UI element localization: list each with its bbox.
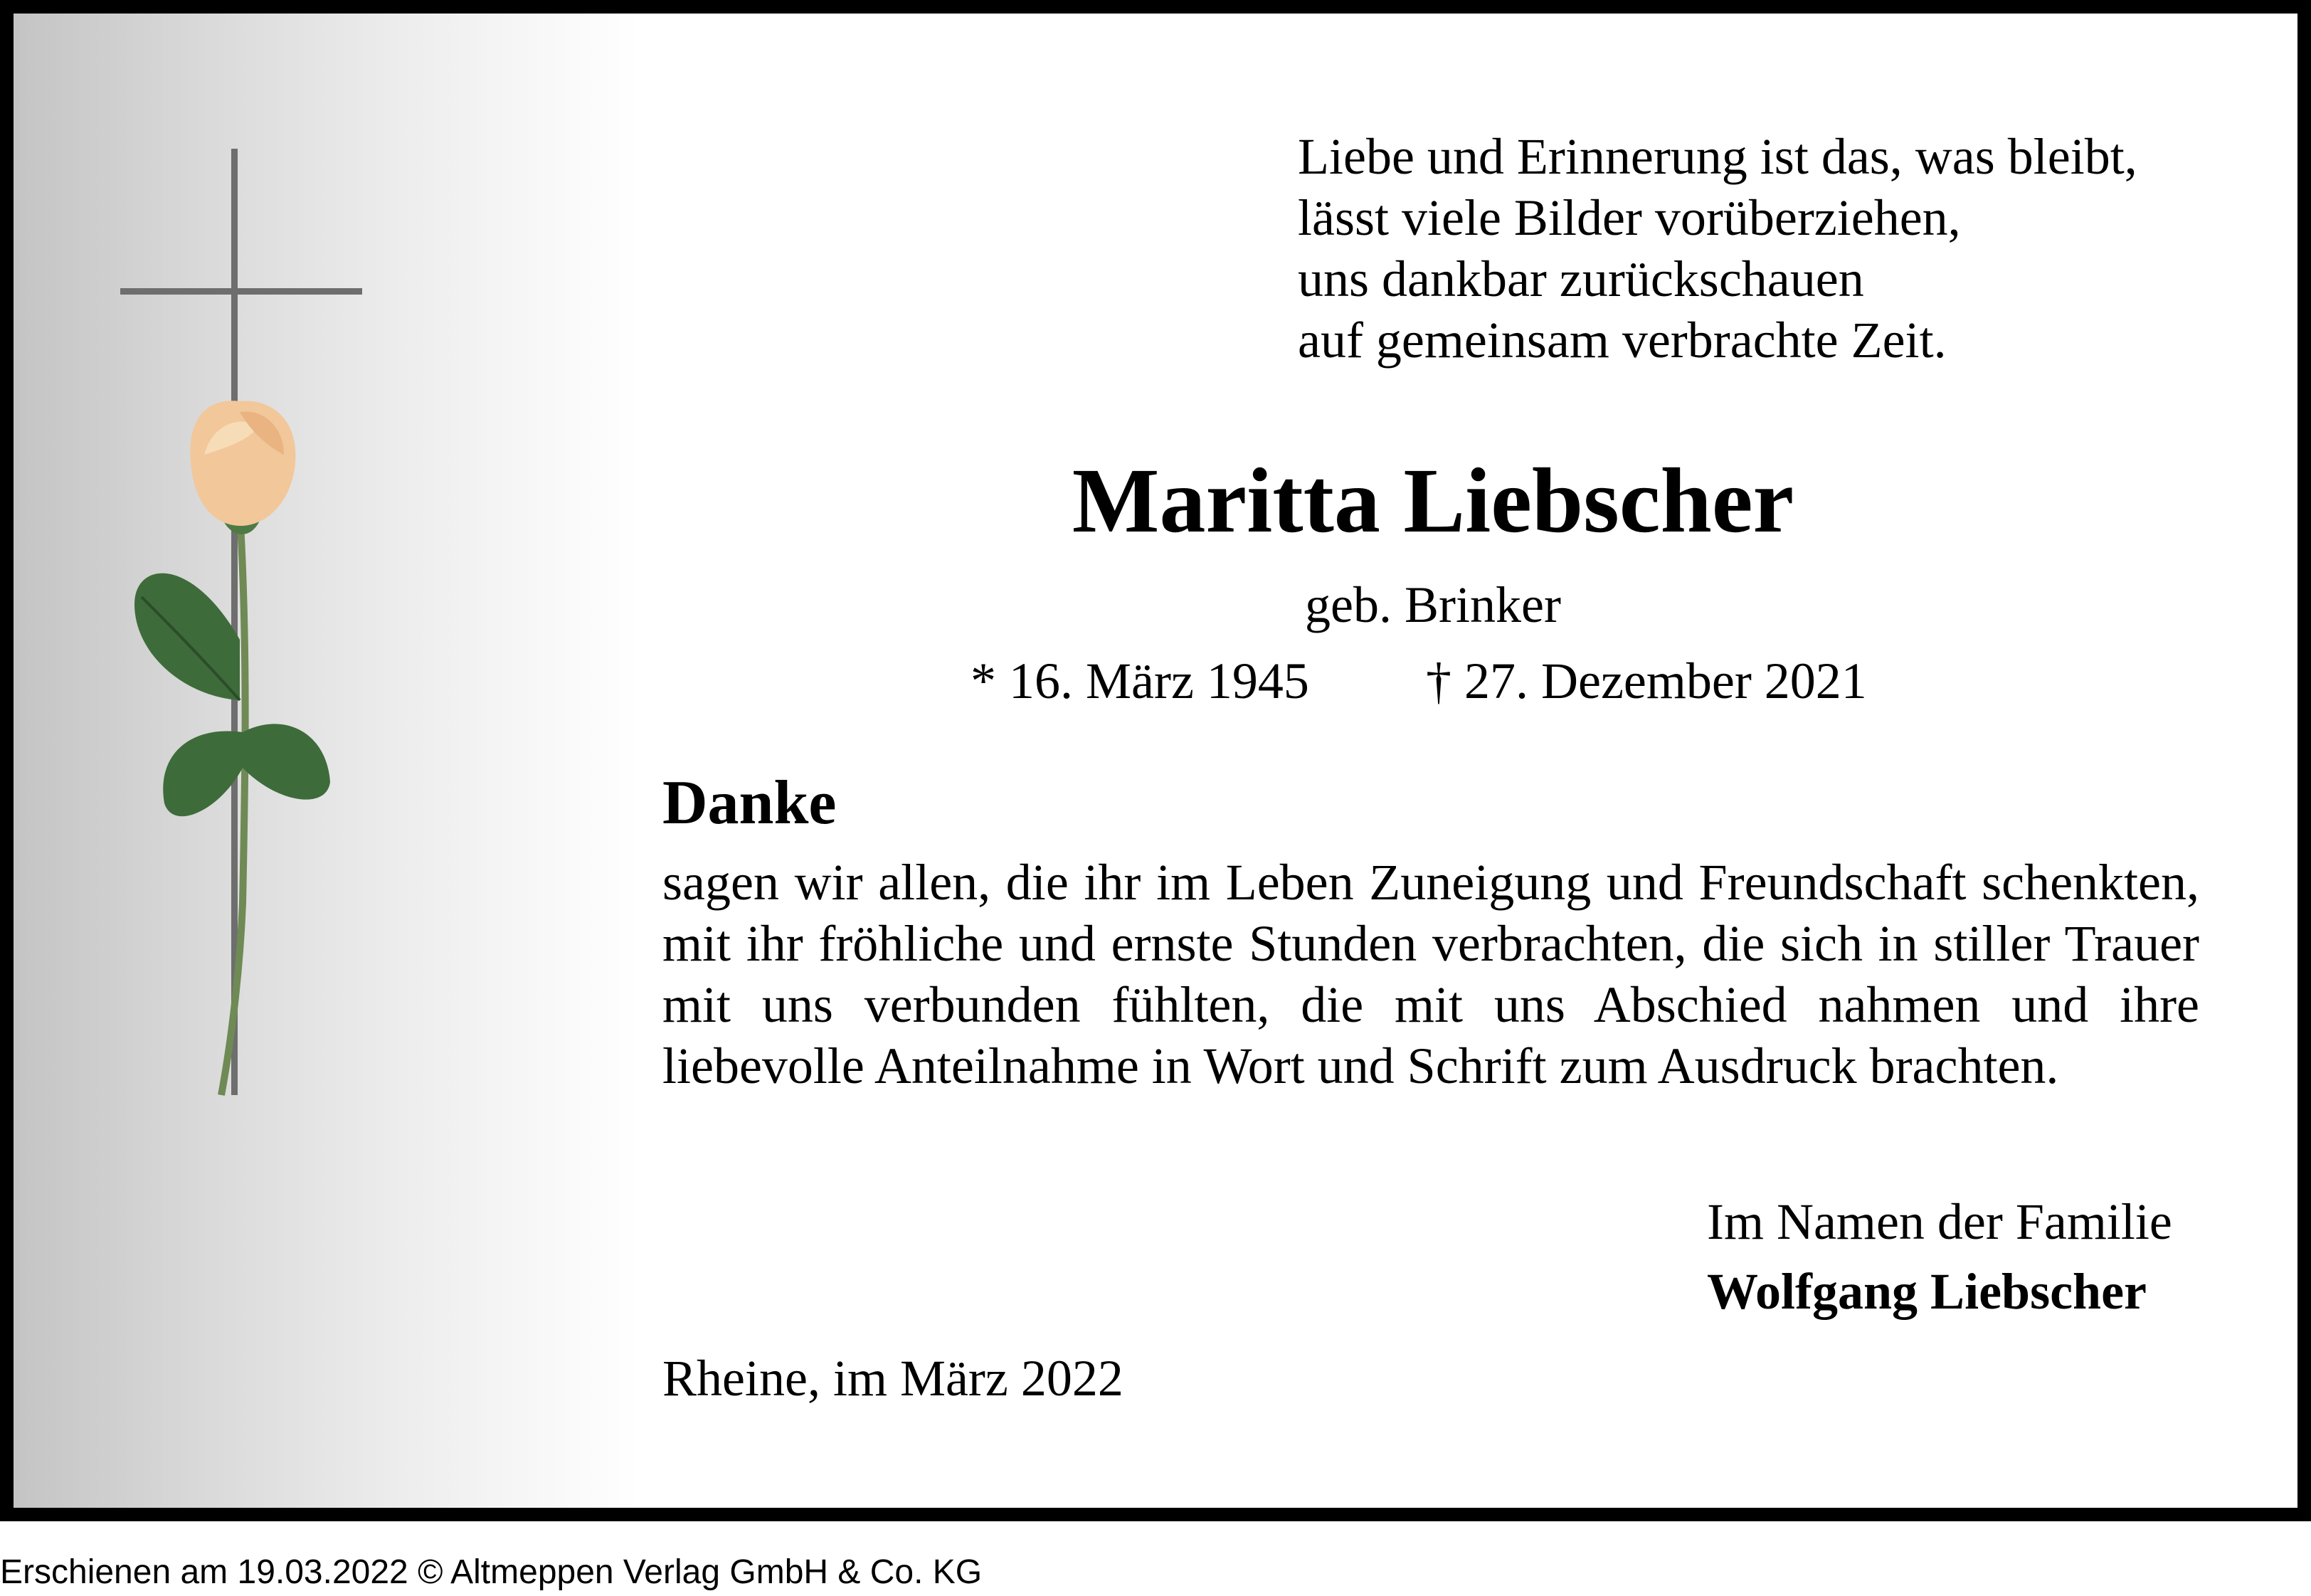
deceased-name: Maritta Liebscher (1072, 450, 1794, 552)
maiden-name: geb. Brinker (1305, 576, 1561, 633)
memorial-poem (1298, 126, 2137, 371)
publication-footer: Erschienen am 19.03.2022 © Altmeppen Verlag GmbH & Co. KG (0, 1553, 983, 1591)
signature-name: Wolfgang Liebscher (1707, 1263, 2147, 1320)
poem-line: auf gemeinsam verbrachte Zeit. (1298, 312, 1947, 369)
signature-label: Im Namen der Familie (1707, 1193, 2172, 1250)
death-date: † 27. Dezember 2021 (1426, 652, 1867, 709)
poem-line: lässt viele Bilder vorüberziehen, (1298, 189, 1961, 246)
thanks-heading: Danke (662, 768, 837, 837)
birth-date: * 16. März 1945 (971, 652, 1309, 709)
decorative-side-panel (14, 14, 640, 1508)
thanks-body: sagen wir allen, die ihr im Leben Zuneigung und Freundschaft schenkten, mit ihr fröhliche und ernste Stunden verbrachten, die sich in stiller Trauer mit uns verbunden fühlten, die mit uns Abschied nahmen und ihre liebevolle Anteilnahme in Wort und Schrift zum Ausdruck brachten. (662, 854, 2199, 1094)
poem-line: Liebe und Erinnerung ist das, was bleibt, (1298, 128, 2137, 185)
cross-and-rose-illustration (14, 14, 640, 1508)
poem-line: uns dankbar zurückschauen (1298, 250, 1864, 307)
place-and-date: Rheine, im März 2022 (662, 1350, 1123, 1407)
